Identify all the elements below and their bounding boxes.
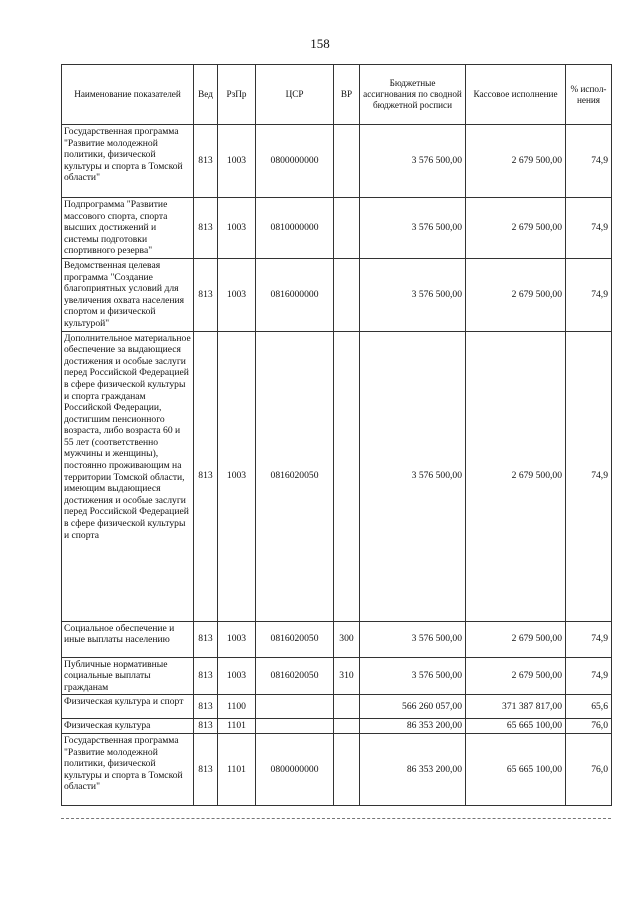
row-cash: 2 679 500,00 <box>466 125 566 198</box>
table-row <box>62 198 612 259</box>
row-ved: 813 <box>194 125 218 198</box>
table-row <box>62 657 612 695</box>
header-pct: % испол-нения <box>566 65 612 125</box>
row-budget: 86 353 200,00 <box>360 719 466 734</box>
row-name: Ведомственная целевая программа "Создание благоприятных условий для увеличения охвата населения спортом и физической культурой" <box>62 258 194 331</box>
row-name: Физическая культура <box>62 719 194 734</box>
row-name: Государственная программа "Развитие молодежной политики, физической культуры и спорта в Томской области" <box>62 733 194 805</box>
header-csr: ЦСР <box>256 65 334 125</box>
row-pct: 74,9 <box>566 657 612 695</box>
row-rzpr: 1100 <box>218 695 256 719</box>
table-row <box>62 719 612 734</box>
row-pct: 74,9 <box>566 198 612 259</box>
row-vr <box>334 719 360 734</box>
row-vr: 300 <box>334 621 360 657</box>
row-vr: 310 <box>334 657 360 695</box>
table-row <box>62 331 612 621</box>
row-name: Физическая культура и спорт <box>62 695 194 719</box>
row-pct: 74,9 <box>566 125 612 198</box>
row-ved: 813 <box>194 733 218 805</box>
row-name: Дополнительное материальное обеспечение за выдающиеся достижения и особые заслуги перед Российской Федерацией в сфере физической культуры и спорта гражданам Российской Федерации, достигшим пенсионного возраста, либо возраста 60 и 55 лет (соответственно мужчины и женщины), постоянно проживающим на территории Томской области, имеющим выдающиеся достижения и особые заслуги перед Российской Федерацией в сфере физической культуры и спорта <box>62 331 194 621</box>
table-header-row <box>62 65 612 125</box>
row-cash: 2 679 500,00 <box>466 331 566 621</box>
row-budget: 3 576 500,00 <box>360 125 466 198</box>
header-ved: Вед <box>194 65 218 125</box>
row-rzpr: 1003 <box>218 258 256 331</box>
row-pct: 76,0 <box>566 733 612 805</box>
row-csr: 0816020050 <box>256 657 334 695</box>
table-row <box>62 258 612 331</box>
row-ved: 813 <box>194 258 218 331</box>
row-pct: 74,9 <box>566 331 612 621</box>
row-vr <box>334 733 360 805</box>
row-name: Социальное обеспечение и иные выплаты населению <box>62 621 194 657</box>
row-ved: 813 <box>194 657 218 695</box>
row-ved: 813 <box>194 719 218 734</box>
row-csr: 0816020050 <box>256 331 334 621</box>
table-row <box>62 125 612 198</box>
row-csr: 0810000000 <box>256 198 334 259</box>
row-vr <box>334 331 360 621</box>
row-budget: 3 576 500,00 <box>360 258 466 331</box>
row-csr: 0816000000 <box>256 258 334 331</box>
row-vr <box>334 198 360 259</box>
row-budget: 566 260 057,00 <box>360 695 466 719</box>
row-rzpr: 1101 <box>218 733 256 805</box>
row-cash: 2 679 500,00 <box>466 258 566 331</box>
row-csr <box>256 695 334 719</box>
row-ved: 813 <box>194 198 218 259</box>
row-cash: 65 665 100,00 <box>466 719 566 734</box>
row-budget: 3 576 500,00 <box>360 621 466 657</box>
row-cash: 2 679 500,00 <box>466 657 566 695</box>
row-pct: 76,0 <box>566 719 612 734</box>
row-rzpr: 1003 <box>218 657 256 695</box>
header-budget: Бюджетные ассигнования по сводной бюджетной росписи <box>360 65 466 125</box>
row-csr: 0816020050 <box>256 621 334 657</box>
row-rzpr: 1003 <box>218 331 256 621</box>
table-row <box>62 621 612 657</box>
row-name: Государственная программа "Развитие молодежной политики, физической культуры и спорта в Томской области" <box>62 125 194 198</box>
row-budget: 3 576 500,00 <box>360 331 466 621</box>
row-csr <box>256 719 334 734</box>
row-rzpr: 1003 <box>218 621 256 657</box>
row-cash: 2 679 500,00 <box>466 621 566 657</box>
row-cash: 371 387 817,00 <box>466 695 566 719</box>
row-pct: 74,9 <box>566 258 612 331</box>
row-rzpr: 1101 <box>218 719 256 734</box>
row-ved: 813 <box>194 621 218 657</box>
row-rzpr: 1003 <box>218 198 256 259</box>
header-cash: Кассовое исполнение <box>466 65 566 125</box>
row-budget: 3 576 500,00 <box>360 198 466 259</box>
row-csr: 0800000000 <box>256 125 334 198</box>
table-continuation-divider <box>61 818 611 819</box>
row-pct: 65,6 <box>566 695 612 719</box>
row-pct: 74,9 <box>566 621 612 657</box>
row-vr <box>334 125 360 198</box>
row-rzpr: 1003 <box>218 125 256 198</box>
budget-execution-table <box>61 64 612 806</box>
row-name: Публичные нормативные социальные выплаты гражданам <box>62 657 194 695</box>
row-name: Подпрограмма "Развитие массового спорта, спорта высших достижений и системы подготовки спортивного резерва" <box>62 198 194 259</box>
row-vr <box>334 258 360 331</box>
header-vr: ВР <box>334 65 360 125</box>
row-budget: 86 353 200,00 <box>360 733 466 805</box>
row-budget: 3 576 500,00 <box>360 657 466 695</box>
table-row <box>62 733 612 805</box>
row-csr: 0800000000 <box>256 733 334 805</box>
row-cash: 2 679 500,00 <box>466 198 566 259</box>
header-rzpr: РзПр <box>218 65 256 125</box>
page-number: 158 <box>310 36 330 51</box>
row-ved: 813 <box>194 695 218 719</box>
row-ved: 813 <box>194 331 218 621</box>
row-cash: 65 665 100,00 <box>466 733 566 805</box>
row-vr <box>334 695 360 719</box>
header-name: Наименование показателей <box>62 65 194 125</box>
table-row <box>62 695 612 719</box>
